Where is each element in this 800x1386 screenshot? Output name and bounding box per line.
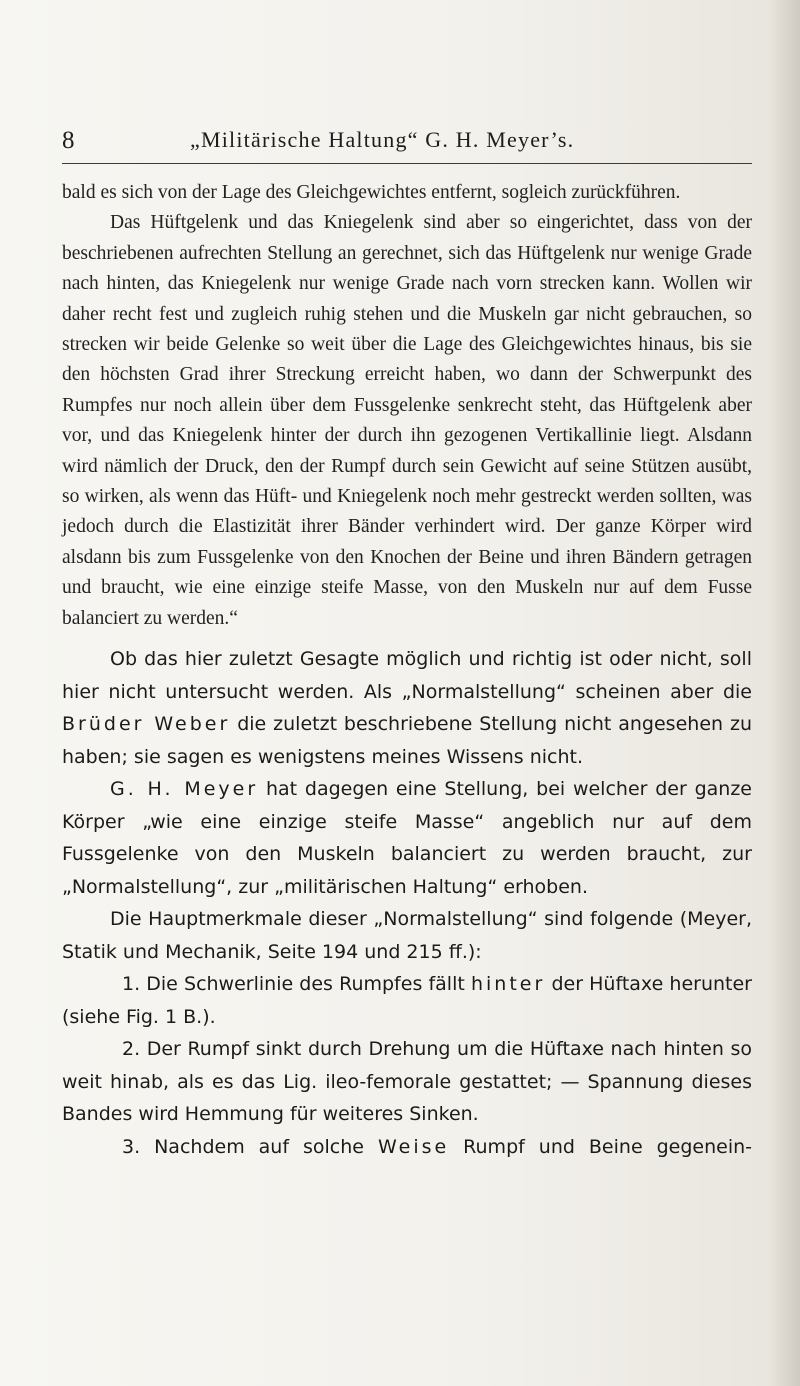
- spaced-word-weise: Weise: [377, 1135, 450, 1158]
- running-head: „Militärische Haltung“ G. H. Meyer’s.: [190, 127, 575, 152]
- paragraph-meyer: G. H. Meyer hat dagegen eine Stellung, bei welcher der ganze Körper „wie eine einzige steife Masse“ angeblich nur auf dem Fussgelenke von den Muskeln balanciert zu werden braucht, zur „Normalstellung“, zur „militärischen Haltung“ erhoben.: [62, 778, 752, 898]
- page-header: [62, 118, 762, 158]
- spaced-name-meyer: G. H. Meyer: [110, 778, 259, 801]
- continuation-paragraph: bald es sich von der Lage des Gleichgewichtes entfernt, sogleich zurückführen.: [62, 182, 681, 203]
- page-text: [62, 178, 752, 1163]
- paragraph-normalstellung: Ob das hier zuletzt Gesagte möglich und richtig ist oder nicht, soll hier nicht untersucht werden. Als „Normalstellung“ scheinen aber die Brüder Weber die zuletzt beschriebene Stellung nicht angesehen zu haben; sie sagen es wenigstens meines Wissens nicht.: [62, 648, 752, 768]
- paragraph-hauptmerkmale: Die Hauptmerkmale dieser „Normalstellung“ sind folgende (Meyer, Statik und Mechanik, Seite 194 und 215 ff.):: [62, 908, 752, 963]
- header-rule: [62, 163, 752, 164]
- list-item-3: 3. Nachdem auf solche Weise Rumpf und Beine gegenein-: [122, 1135, 753, 1158]
- list-item-1: 1. Die Schwerlinie des Rumpfes fällt hinter der Hüftaxe herunter (siehe Fig. 1 B.).: [62, 973, 752, 1028]
- quoted-paragraph: Das Hüftgelenk und das Kniegelenk sind aber so eingerichtet, dass von der beschriebenen aufrechten Stellung an gerechnet, sich das Hüftgelenk nur wenige Grade nach hinten, das Kniegelenk nur wenige Grade nach vorn strecken kann. Wollen wir daher recht fest und zugleich ruhig stehen und die Muskeln gar nicht gebrauchen, so strecken wir beide Gelenke so weit über die Lage des Gleichgewichtes hinaus, bis sie den höchsten Grad ihrer Streckung erreicht haben, wo dann der Schwerpunkt des Rumpfes nur noch allein über dem Fussgelenke senkrecht steht, das Hüftgelenk aber vor, und das Kniegelenk hinter der durch ihn gezogenen Vertikallinie liegt. Alsdann wird nämlich der Druck, den der Rumpf durch sein Gewicht auf seine Stützen ausübt, so wirken, als wenn das Hüft- und Kniegelenk noch mehr gestreckt werden sollten, was jedoch durch die Elastizität ihrer Bänder verhindert wird. Der ganze Körper wird alsdann bis zum Fussgelenke von den Knochen der Beine und ihren Bändern getragen und braucht, wie eine einzige steife Masse, von den Muskeln nur auf dem Fusse balanciert zu werden.“: [62, 212, 752, 629]
- spaced-name-weber: Brüder Weber: [62, 713, 231, 736]
- spaced-word-hinter: hinter: [470, 973, 546, 996]
- list-item-2: 2. Der Rumpf sinkt durch Drehung um die Hüftaxe nach hinten so weit hinab, als es das Lig. ileo-femorale gestattet; — Spannung dieses Bandes wird Hemmung für weiteres Sinken.: [62, 1038, 752, 1126]
- page-number: 8: [62, 127, 75, 154]
